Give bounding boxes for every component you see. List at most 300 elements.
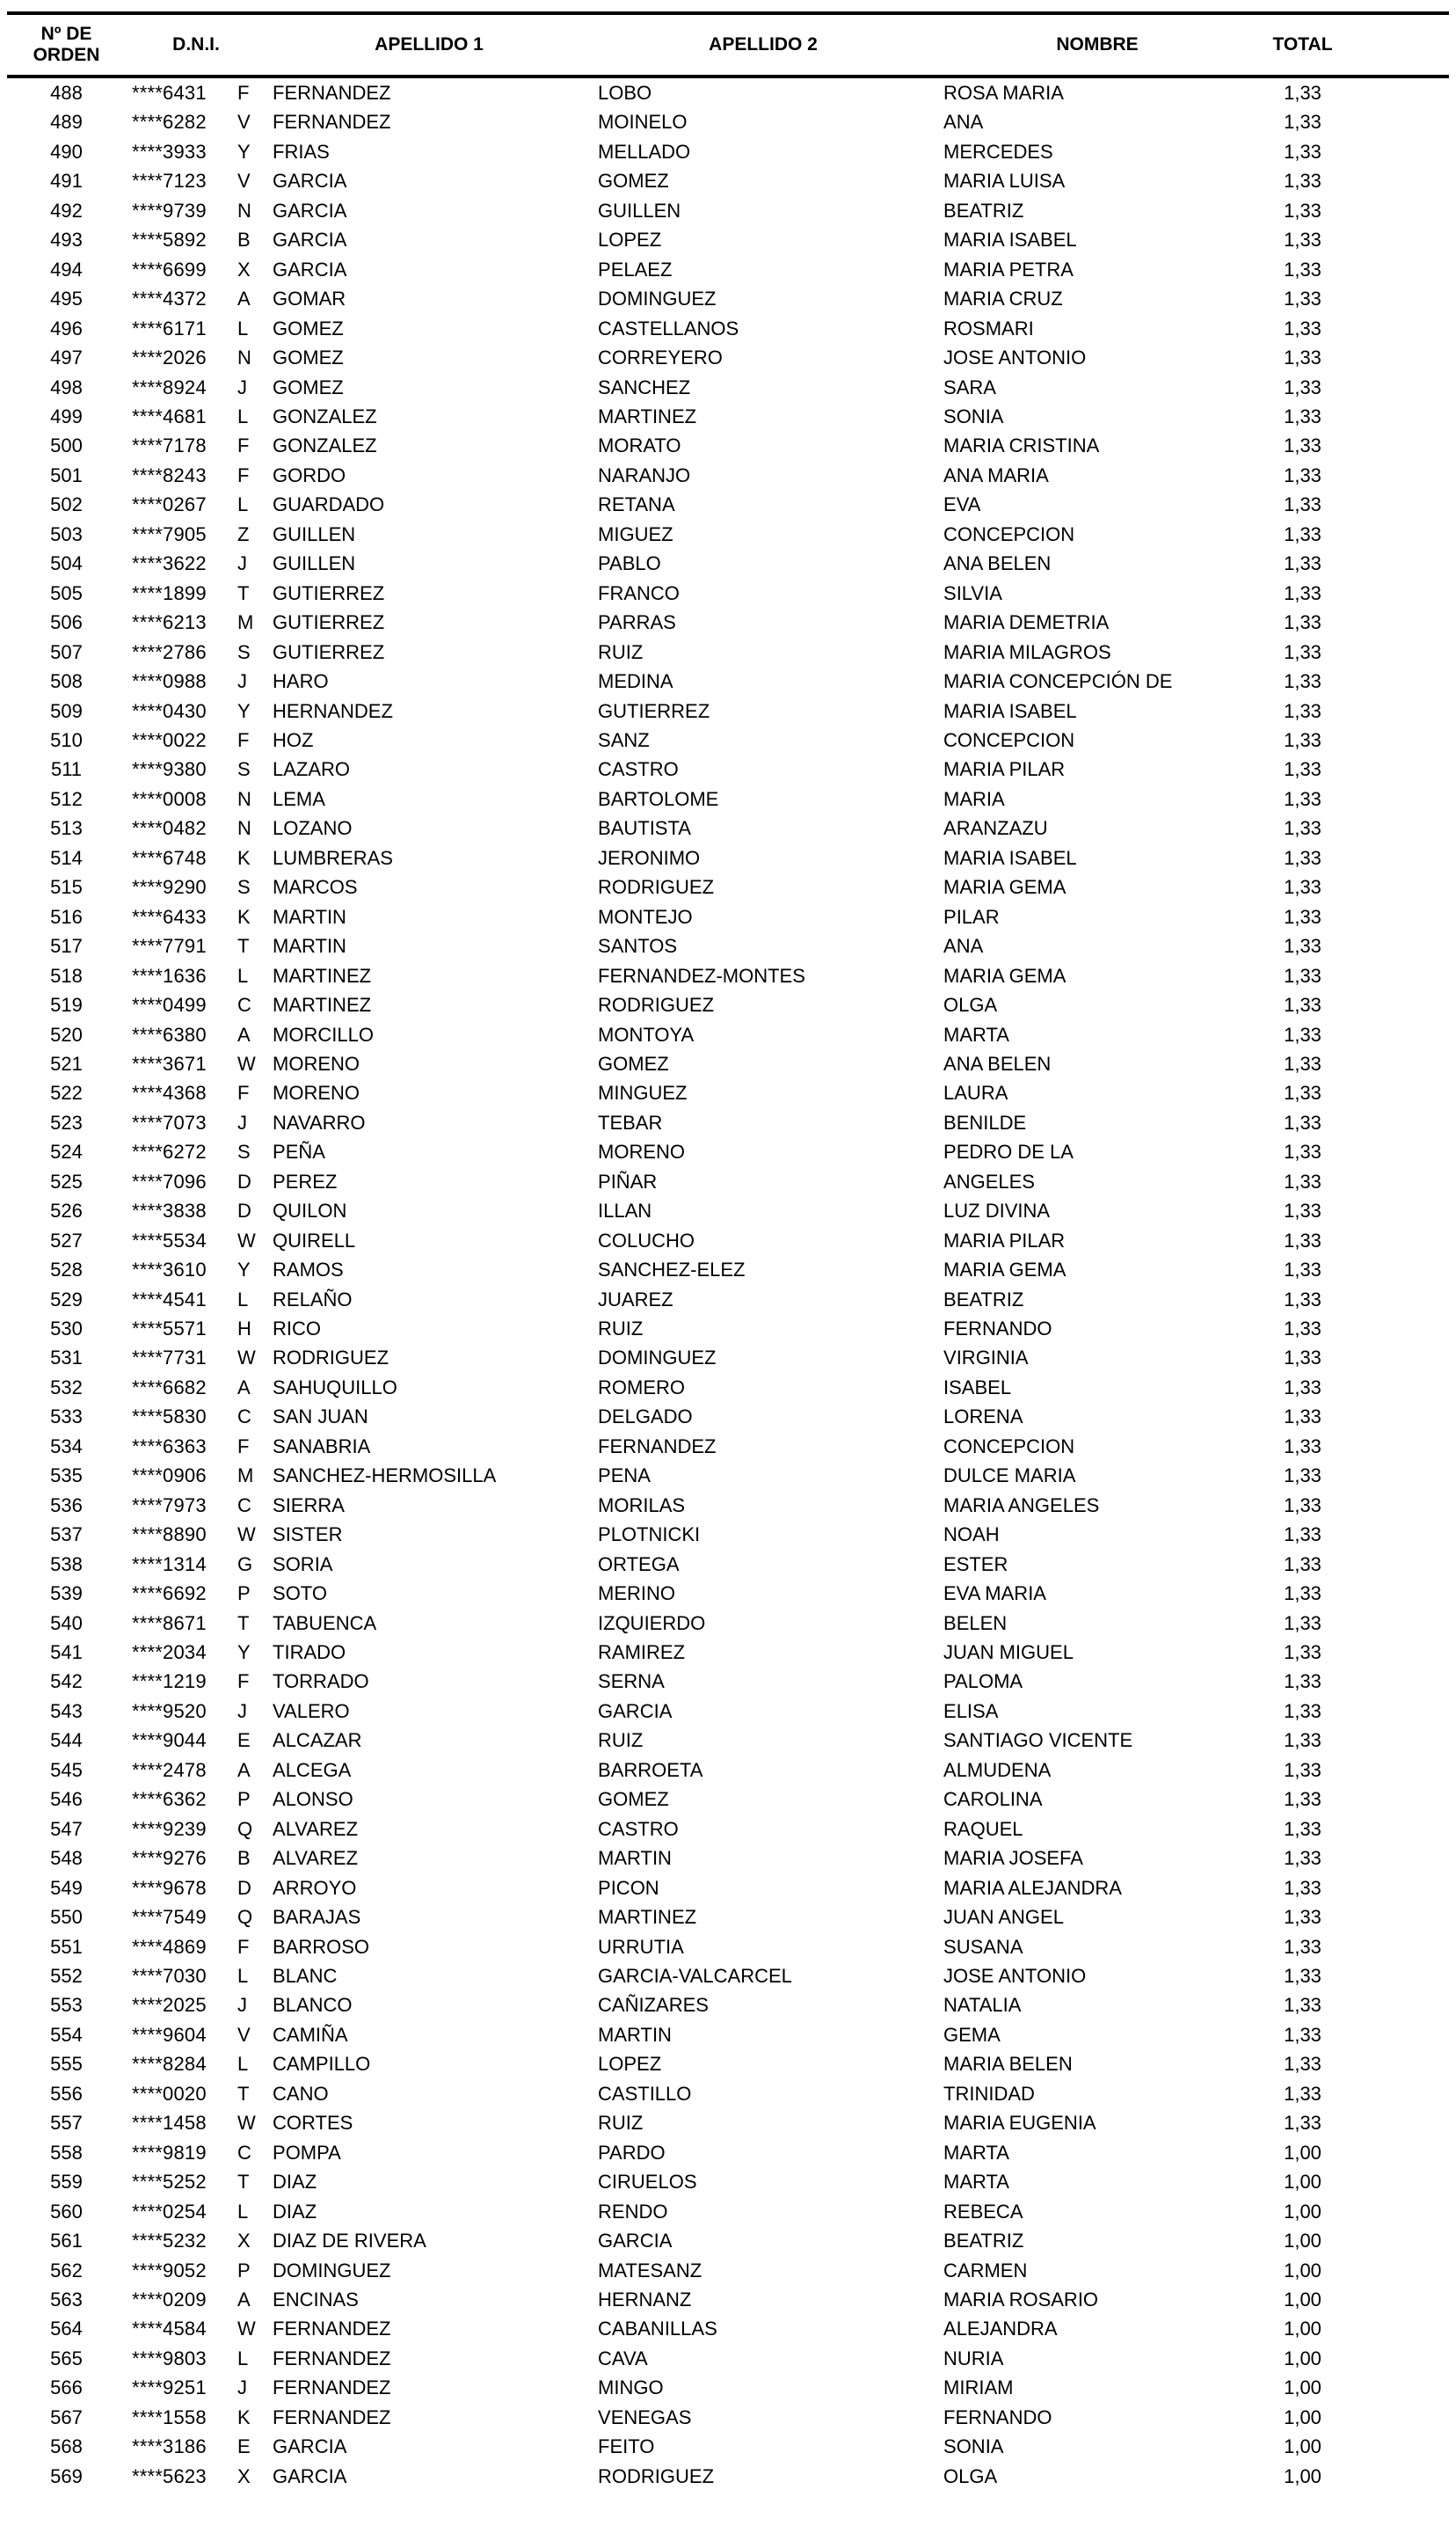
apellido2-cell: RETANA [598, 493, 675, 516]
nombre-cell: TRINIDAD [943, 2082, 1035, 2105]
apellido1-cell: GUTIERREZ [273, 640, 385, 663]
nombre-cell: ROSA MARIA [943, 82, 1064, 104]
nombre-cell: ESTER [943, 1552, 1008, 1575]
apellido2-cell: RODRIGUEZ [598, 994, 715, 1017]
apellido2-cell: SERNA [598, 1670, 665, 1693]
apellido1-cell: BARROSO [273, 1935, 370, 1958]
dni-cell: ****5830 [132, 1405, 207, 1428]
total-cell: 1,33 [1284, 1788, 1321, 1811]
dni-cell: ****9803 [132, 2347, 207, 2369]
dni-letter-cell: J [237, 670, 247, 693]
order-number-cell: 516 [50, 905, 83, 928]
nombre-cell: MARIA ISABEL [943, 699, 1077, 722]
order-number-cell: 491 [50, 170, 83, 193]
table-row [7, 137, 1449, 166]
nombre-cell: NATALIA [943, 1994, 1022, 2017]
apellido1-cell: BLANC [273, 1965, 338, 1987]
table-row [7, 1402, 1449, 1431]
apellido1-cell: ENCINAS [273, 2288, 359, 2311]
total-cell: 1,33 [1284, 552, 1321, 575]
nombre-cell: FERNANDO [943, 1318, 1052, 1340]
table-row [7, 461, 1449, 490]
nombre-cell: CARMEN [943, 2259, 1028, 2281]
apellido1-cell: MARTINEZ [273, 964, 372, 987]
order-number-cell: 560 [50, 2200, 83, 2223]
order-number-cell: 551 [50, 1935, 83, 1958]
nombre-cell: BELEN [943, 1611, 1008, 1634]
dni-letter-cell: T [237, 581, 250, 604]
dni-cell: ****9604 [132, 2023, 207, 2046]
apellido1-cell: SANABRIA [273, 1435, 371, 1457]
apellido2-cell: PIÑAR [598, 1170, 658, 1193]
apellido2-cell: MELLADO [598, 140, 691, 163]
dni-cell: ****9276 [132, 1847, 207, 1870]
column-header-apellido1: APELLIDO 1 [266, 13, 592, 77]
apellido2-cell: LOBO [598, 82, 652, 104]
nombre-cell: JUAN MIGUEL [943, 1641, 1074, 1664]
nombre-cell: PILAR [943, 905, 1000, 928]
table-row [7, 2049, 1449, 2078]
nombre-cell: MARIA EUGENIA [943, 2112, 1096, 2135]
total-cell: 1,33 [1284, 964, 1321, 987]
total-cell: 1,33 [1284, 1082, 1321, 1105]
column-header-order-label: Nº DE ORDEN [33, 24, 100, 65]
apellido1-cell: SISTER [273, 1523, 343, 1546]
nombre-cell: SARA [943, 376, 996, 398]
table-row [7, 1609, 1449, 1638]
dni-letter-cell: W [237, 1052, 256, 1075]
total-cell: 1,33 [1284, 1817, 1321, 1840]
table-row [7, 1785, 1449, 1814]
order-number-cell: 553 [50, 1994, 83, 2017]
dni-letter-cell: S [237, 640, 251, 663]
dni-letter-cell: F [237, 1435, 250, 1457]
apellido1-cell: MARTIN [273, 935, 346, 958]
total-cell: 1,33 [1284, 1170, 1321, 1193]
total-cell: 1,33 [1284, 1405, 1321, 1428]
nombre-cell: MERCEDES [943, 140, 1053, 163]
dni-letter-cell: J [237, 1699, 247, 1722]
dni-cell: ****3933 [132, 140, 207, 163]
dni-cell: ****1899 [132, 581, 207, 604]
apellido1-cell: CORTES [273, 2112, 353, 2135]
order-number-cell: 517 [50, 935, 83, 958]
dni-letter-cell: N [237, 347, 251, 369]
apellido2-cell: BARROETA [598, 1758, 703, 1781]
nombre-cell: MARIA DEMETRIA [943, 611, 1110, 634]
dni-letter-cell: J [237, 1994, 247, 2017]
dni-cell: ****7123 [132, 170, 207, 193]
total-cell: 1,33 [1284, 405, 1321, 427]
apellido2-cell: LOPEZ [598, 229, 662, 252]
dni-letter-cell: N [237, 199, 251, 222]
apellido1-cell: RAMOS [273, 1259, 344, 1281]
table-row [7, 2403, 1449, 2432]
dni-cell: ****9380 [132, 758, 207, 781]
dni-cell: ****7096 [132, 1170, 207, 1193]
table-row [7, 872, 1449, 902]
table-row [7, 549, 1449, 578]
apellido2-cell: GARCIA [598, 1699, 673, 1722]
table-header-row [7, 13, 1449, 77]
dni-cell: ****3622 [132, 552, 207, 575]
order-number-cell: 520 [50, 1023, 83, 1046]
apellido1-cell: MORCILLO [273, 1023, 374, 1046]
dni-letter-cell: J [237, 376, 247, 398]
nombre-cell: SANTIAGO VICENTE [943, 1729, 1133, 1752]
dni-letter-cell: K [237, 846, 251, 869]
dni-letter-cell: C [237, 994, 251, 1017]
nombre-cell: ARANZAZU [943, 817, 1048, 840]
apellido1-cell: QUILON [273, 1200, 347, 1223]
nombre-cell: ELISA [943, 1699, 999, 1722]
dni-cell: ****6699 [132, 258, 207, 281]
total-cell: 1,33 [1284, 1200, 1321, 1223]
nombre-cell: CAROLINA [943, 1788, 1043, 1811]
table-row [7, 726, 1449, 755]
total-cell: 1,33 [1284, 1052, 1321, 1075]
dni-cell: ****7178 [132, 434, 207, 457]
apellido1-cell: LAZARO [273, 758, 351, 781]
nombre-cell: ALEJANDRA [943, 2318, 1058, 2340]
total-cell: 1,33 [1284, 758, 1321, 781]
total-cell: 1,33 [1284, 522, 1321, 545]
total-cell: 1,33 [1284, 1435, 1321, 1457]
dni-letter-cell: D [237, 1200, 251, 1223]
nombre-cell: NOAH [943, 1523, 1000, 1546]
nombre-cell: OLGA [943, 2464, 998, 2487]
apellido2-cell: MARTIN [598, 1847, 672, 1870]
total-cell: 1,33 [1284, 82, 1321, 104]
table-row [7, 255, 1449, 284]
total-cell: 1,00 [1284, 2318, 1321, 2340]
order-number-cell: 508 [50, 670, 83, 693]
dni-cell: ****7549 [132, 1906, 207, 1929]
apellido2-cell: SANZ [598, 728, 650, 751]
table-row [7, 1078, 1449, 1107]
dni-letter-cell: Z [237, 522, 250, 545]
nombre-cell: JOSE ANTONIO [943, 347, 1087, 369]
nombre-cell: ISABEL [943, 1376, 1012, 1398]
dni-letter-cell: L [237, 964, 249, 987]
nombre-cell: LAURA [943, 1082, 1008, 1105]
nombre-cell: SONIA [943, 405, 1004, 427]
apellido2-cell: MATESANZ [598, 2259, 703, 2281]
table-row [7, 1285, 1449, 1314]
total-cell: 1,33 [1284, 728, 1321, 751]
order-number-cell: 506 [50, 611, 83, 634]
dni-cell: ****2026 [132, 347, 207, 369]
dni-letter-cell: S [237, 758, 251, 781]
order-number-cell: 510 [50, 728, 83, 751]
dni-cell: ****6682 [132, 1376, 207, 1398]
table-row [7, 843, 1449, 872]
dni-letter-cell: N [237, 787, 251, 810]
order-number-cell: 492 [50, 199, 83, 222]
dni-letter-cell: L [237, 1965, 249, 1987]
column-header-order [7, 13, 126, 77]
order-number-cell: 546 [50, 1788, 83, 1811]
order-number-cell: 496 [50, 317, 83, 339]
column-header-total: TOTAL [1260, 13, 1449, 77]
table-row [7, 2197, 1449, 2226]
apellido1-cell: RICO [273, 1318, 322, 1340]
dni-letter-cell: F [237, 1082, 250, 1105]
order-number-cell: 513 [50, 817, 83, 840]
dni-letter-cell: S [237, 1141, 251, 1164]
apellido2-cell: FERNANDEZ-MONTES [598, 964, 805, 987]
table-row [7, 2373, 1449, 2402]
dni-cell: ****7973 [132, 1493, 207, 1516]
apellido2-cell: CAÑIZARES [598, 1994, 709, 2017]
nombre-cell: ALMUDENA [943, 1758, 1052, 1781]
dni-cell: ****7731 [132, 1347, 207, 1369]
dni-letter-cell: X [237, 2230, 251, 2252]
nombre-cell: EVA [943, 493, 981, 516]
dni-cell: ****1314 [132, 1552, 207, 1575]
apellido2-cell: DOMINGUEZ [598, 288, 717, 310]
table-row [7, 1667, 1449, 1696]
total-cell: 1,33 [1284, 817, 1321, 840]
candidates-table [7, 11, 1449, 2491]
dni-letter-cell: Q [237, 1906, 253, 1929]
total-cell: 1,33 [1284, 288, 1321, 310]
apellido2-cell: MONTOYA [598, 1023, 695, 1046]
apellido2-cell: GARCIA [598, 2230, 673, 2252]
apellido1-cell: MORENO [273, 1052, 360, 1075]
apellido2-cell: FRANCO [598, 581, 680, 604]
total-cell: 1,33 [1284, 140, 1321, 163]
order-number-cell: 557 [50, 2112, 83, 2135]
total-cell: 1,33 [1284, 1847, 1321, 1870]
dni-cell: ****9739 [132, 199, 207, 222]
dni-cell: ****2478 [132, 1758, 207, 1781]
table-row [7, 1432, 1449, 1461]
nombre-cell: MARIA [943, 787, 1005, 810]
dni-cell: ****0008 [132, 787, 207, 810]
order-number-cell: 494 [50, 258, 83, 281]
total-cell: 1,33 [1284, 464, 1321, 486]
dni-cell: ****0254 [132, 2200, 207, 2223]
apellido1-cell: RELAÑO [273, 1288, 353, 1310]
apellido1-cell: QUIRELL [273, 1229, 356, 1252]
apellido1-cell: GUILLEN [273, 552, 356, 575]
apellido2-cell: JERONIMO [598, 846, 701, 869]
order-number-cell: 550 [50, 1906, 83, 1929]
dni-cell: ****8243 [132, 464, 207, 486]
order-number-cell: 499 [50, 405, 83, 427]
order-number-cell: 525 [50, 1170, 83, 1193]
apellido2-cell: MARTINEZ [598, 405, 697, 427]
dni-cell: ****7073 [132, 1111, 207, 1134]
total-cell: 1,33 [1284, 1965, 1321, 1987]
apellido2-cell: CORREYERO [598, 347, 723, 369]
total-cell: 1,33 [1284, 1523, 1321, 1546]
dni-cell: ****3671 [132, 1052, 207, 1075]
apellido1-cell: ALONSO [273, 1788, 353, 1811]
table-row [7, 1932, 1449, 1961]
apellido2-cell: HERNANZ [598, 2288, 692, 2311]
table-row [7, 107, 1449, 136]
total-cell: 1,33 [1284, 1288, 1321, 1310]
nombre-cell: LORENA [943, 1405, 1023, 1428]
apellido1-cell: PEÑA [273, 1141, 325, 1164]
nombre-cell: MARIA GEMA [943, 964, 1067, 987]
apellido1-cell: GUILLEN [273, 522, 356, 545]
table-row [7, 990, 1449, 1019]
dni-letter-cell: L [237, 2200, 249, 2223]
dni-cell: ****5892 [132, 229, 207, 252]
dni-cell: ****9251 [132, 2376, 207, 2399]
apellido1-cell: MARTIN [273, 905, 346, 928]
order-number-cell: 507 [50, 640, 83, 663]
apellido1-cell: MORENO [273, 1082, 360, 1105]
apellido1-cell: LEMA [273, 787, 325, 810]
dni-letter-cell: W [237, 2112, 256, 2135]
dni-letter-cell: K [237, 905, 251, 928]
nombre-cell: SILVIA [943, 581, 1002, 604]
dni-cell: ****6272 [132, 1141, 207, 1164]
apellido2-cell: RAMIREZ [598, 1641, 686, 1664]
total-cell: 1,33 [1284, 1023, 1321, 1046]
apellido1-cell: MARTINEZ [273, 994, 372, 1017]
table-row [7, 1314, 1449, 1343]
apellido1-cell: ALCEGA [273, 1758, 352, 1781]
dni-cell: ****8284 [132, 2053, 207, 2076]
total-cell: 1,33 [1284, 1259, 1321, 1281]
total-cell: 1,33 [1284, 2053, 1321, 2076]
nombre-cell: BEATRIZ [943, 2230, 1024, 2252]
order-number-cell: 536 [50, 1493, 83, 1516]
apellido2-cell: RUIZ [598, 1729, 644, 1752]
apellido2-cell: JUAREZ [598, 1288, 673, 1310]
order-number-cell: 526 [50, 1200, 83, 1223]
order-number-cell: 521 [50, 1052, 83, 1075]
nombre-cell: FERNANDO [943, 2406, 1052, 2428]
apellido2-cell: LOPEZ [598, 2053, 662, 2076]
table-row [7, 1756, 1449, 1785]
order-number-cell: 567 [50, 2406, 83, 2428]
apellido1-cell: SIERRA [273, 1493, 345, 1516]
table-row [7, 1020, 1449, 1049]
total-cell: 1,00 [1284, 2435, 1321, 2458]
nombre-cell: MARIA CRUZ [943, 288, 1063, 310]
table-row [7, 1726, 1449, 1755]
nombre-cell: ROSMARI [943, 317, 1034, 339]
apellido1-cell: POMPA [273, 2141, 341, 2164]
total-cell: 1,33 [1284, 347, 1321, 369]
order-number-cell: 527 [50, 1229, 83, 1252]
order-number-cell: 542 [50, 1670, 83, 1693]
total-cell: 1,33 [1284, 611, 1321, 634]
total-cell: 1,33 [1284, 699, 1321, 722]
nombre-cell: BEATRIZ [943, 1288, 1024, 1310]
order-number-cell: 524 [50, 1141, 83, 1164]
nombre-cell: MARTA [943, 2141, 1009, 2164]
nombre-cell: MARIA ALEJANDRA [943, 1876, 1122, 1899]
order-number-cell: 565 [50, 2347, 83, 2369]
dni-cell: ****9239 [132, 1817, 207, 1840]
apellido1-cell: GORDO [273, 464, 346, 486]
table-row [7, 1461, 1449, 1490]
apellido2-cell: RODRIGUEZ [598, 876, 715, 899]
dni-cell: ****1219 [132, 1670, 207, 1693]
total-cell: 1,33 [1284, 1729, 1321, 1752]
apellido1-cell: GARCIA [273, 229, 347, 252]
table-row [7, 1873, 1449, 1902]
table-row [7, 1137, 1449, 1166]
total-cell: 1,33 [1284, 1935, 1321, 1958]
dni-letter-cell: Y [237, 1259, 251, 1281]
dni-cell: ****9052 [132, 2259, 207, 2281]
apellido1-cell: GARCIA [273, 2435, 347, 2458]
dni-cell: ****3186 [132, 2435, 207, 2458]
apellido2-cell: GUTIERREZ [598, 699, 710, 722]
dni-cell: ****0988 [132, 670, 207, 693]
apellido1-cell: FRIAS [273, 140, 330, 163]
dni-cell: ****6692 [132, 1582, 207, 1605]
apellido2-cell: DOMINGUEZ [598, 1347, 717, 1369]
apellido2-cell: MINGO [598, 2376, 664, 2399]
order-number-cell: 539 [50, 1582, 83, 1605]
total-cell: 1,33 [1284, 493, 1321, 516]
apellido2-cell: COLUCHO [598, 1229, 695, 1252]
total-cell: 1,33 [1284, 640, 1321, 663]
table-row [7, 2108, 1449, 2137]
apellido1-cell: FERNANDEZ [273, 82, 391, 104]
apellido2-cell: BAUTISTA [598, 817, 691, 840]
nombre-cell: MARIA GEMA [943, 876, 1067, 899]
order-number-cell: 518 [50, 964, 83, 987]
dni-letter-cell: K [237, 2406, 251, 2428]
order-number-cell: 541 [50, 1641, 83, 1664]
apellido1-cell: GOMEZ [273, 347, 344, 369]
apellido1-cell: ARROYO [273, 1876, 357, 1899]
table-row [7, 2344, 1449, 2373]
dni-letter-cell: W [237, 1347, 256, 1369]
apellido2-cell: GARCIA-VALCARCEL [598, 1965, 792, 1987]
dni-cell: ****6213 [132, 611, 207, 634]
apellido2-cell: VENEGAS [598, 2406, 692, 2428]
table-row [7, 1843, 1449, 1873]
apellido2-cell: SANCHEZ-ELEZ [598, 1259, 746, 1281]
table-row [7, 314, 1449, 343]
apellido1-cell: CANO [273, 2082, 329, 2105]
dni-letter-cell: D [237, 1876, 251, 1899]
nombre-cell: MARTA [943, 1023, 1009, 1046]
dni-letter-cell: L [237, 2347, 249, 2369]
table-row [7, 697, 1449, 726]
total-cell: 1,33 [1284, 1582, 1321, 1605]
dni-cell: ****9819 [132, 2141, 207, 2164]
apellido1-cell: HARO [273, 670, 329, 693]
apellido1-cell: BLANCO [273, 1994, 353, 2017]
order-number-cell: 529 [50, 1288, 83, 1310]
column-header-dni: D.N.I. [126, 13, 266, 77]
total-cell: 1,33 [1284, 199, 1321, 222]
total-cell: 1,33 [1284, 2082, 1321, 2105]
dni-cell: ****6431 [132, 82, 207, 104]
order-number-cell: 493 [50, 229, 83, 252]
order-number-cell: 549 [50, 1876, 83, 1899]
dni-letter-cell: V [237, 2023, 251, 2046]
dni-cell: ****6282 [132, 111, 207, 134]
table-row [7, 1343, 1449, 1372]
table-row [7, 1491, 1449, 1520]
nombre-cell: NURIA [943, 2347, 1004, 2369]
nombre-cell: ANA BELEN [943, 552, 1052, 575]
apellido2-cell: MONTEJO [598, 905, 693, 928]
